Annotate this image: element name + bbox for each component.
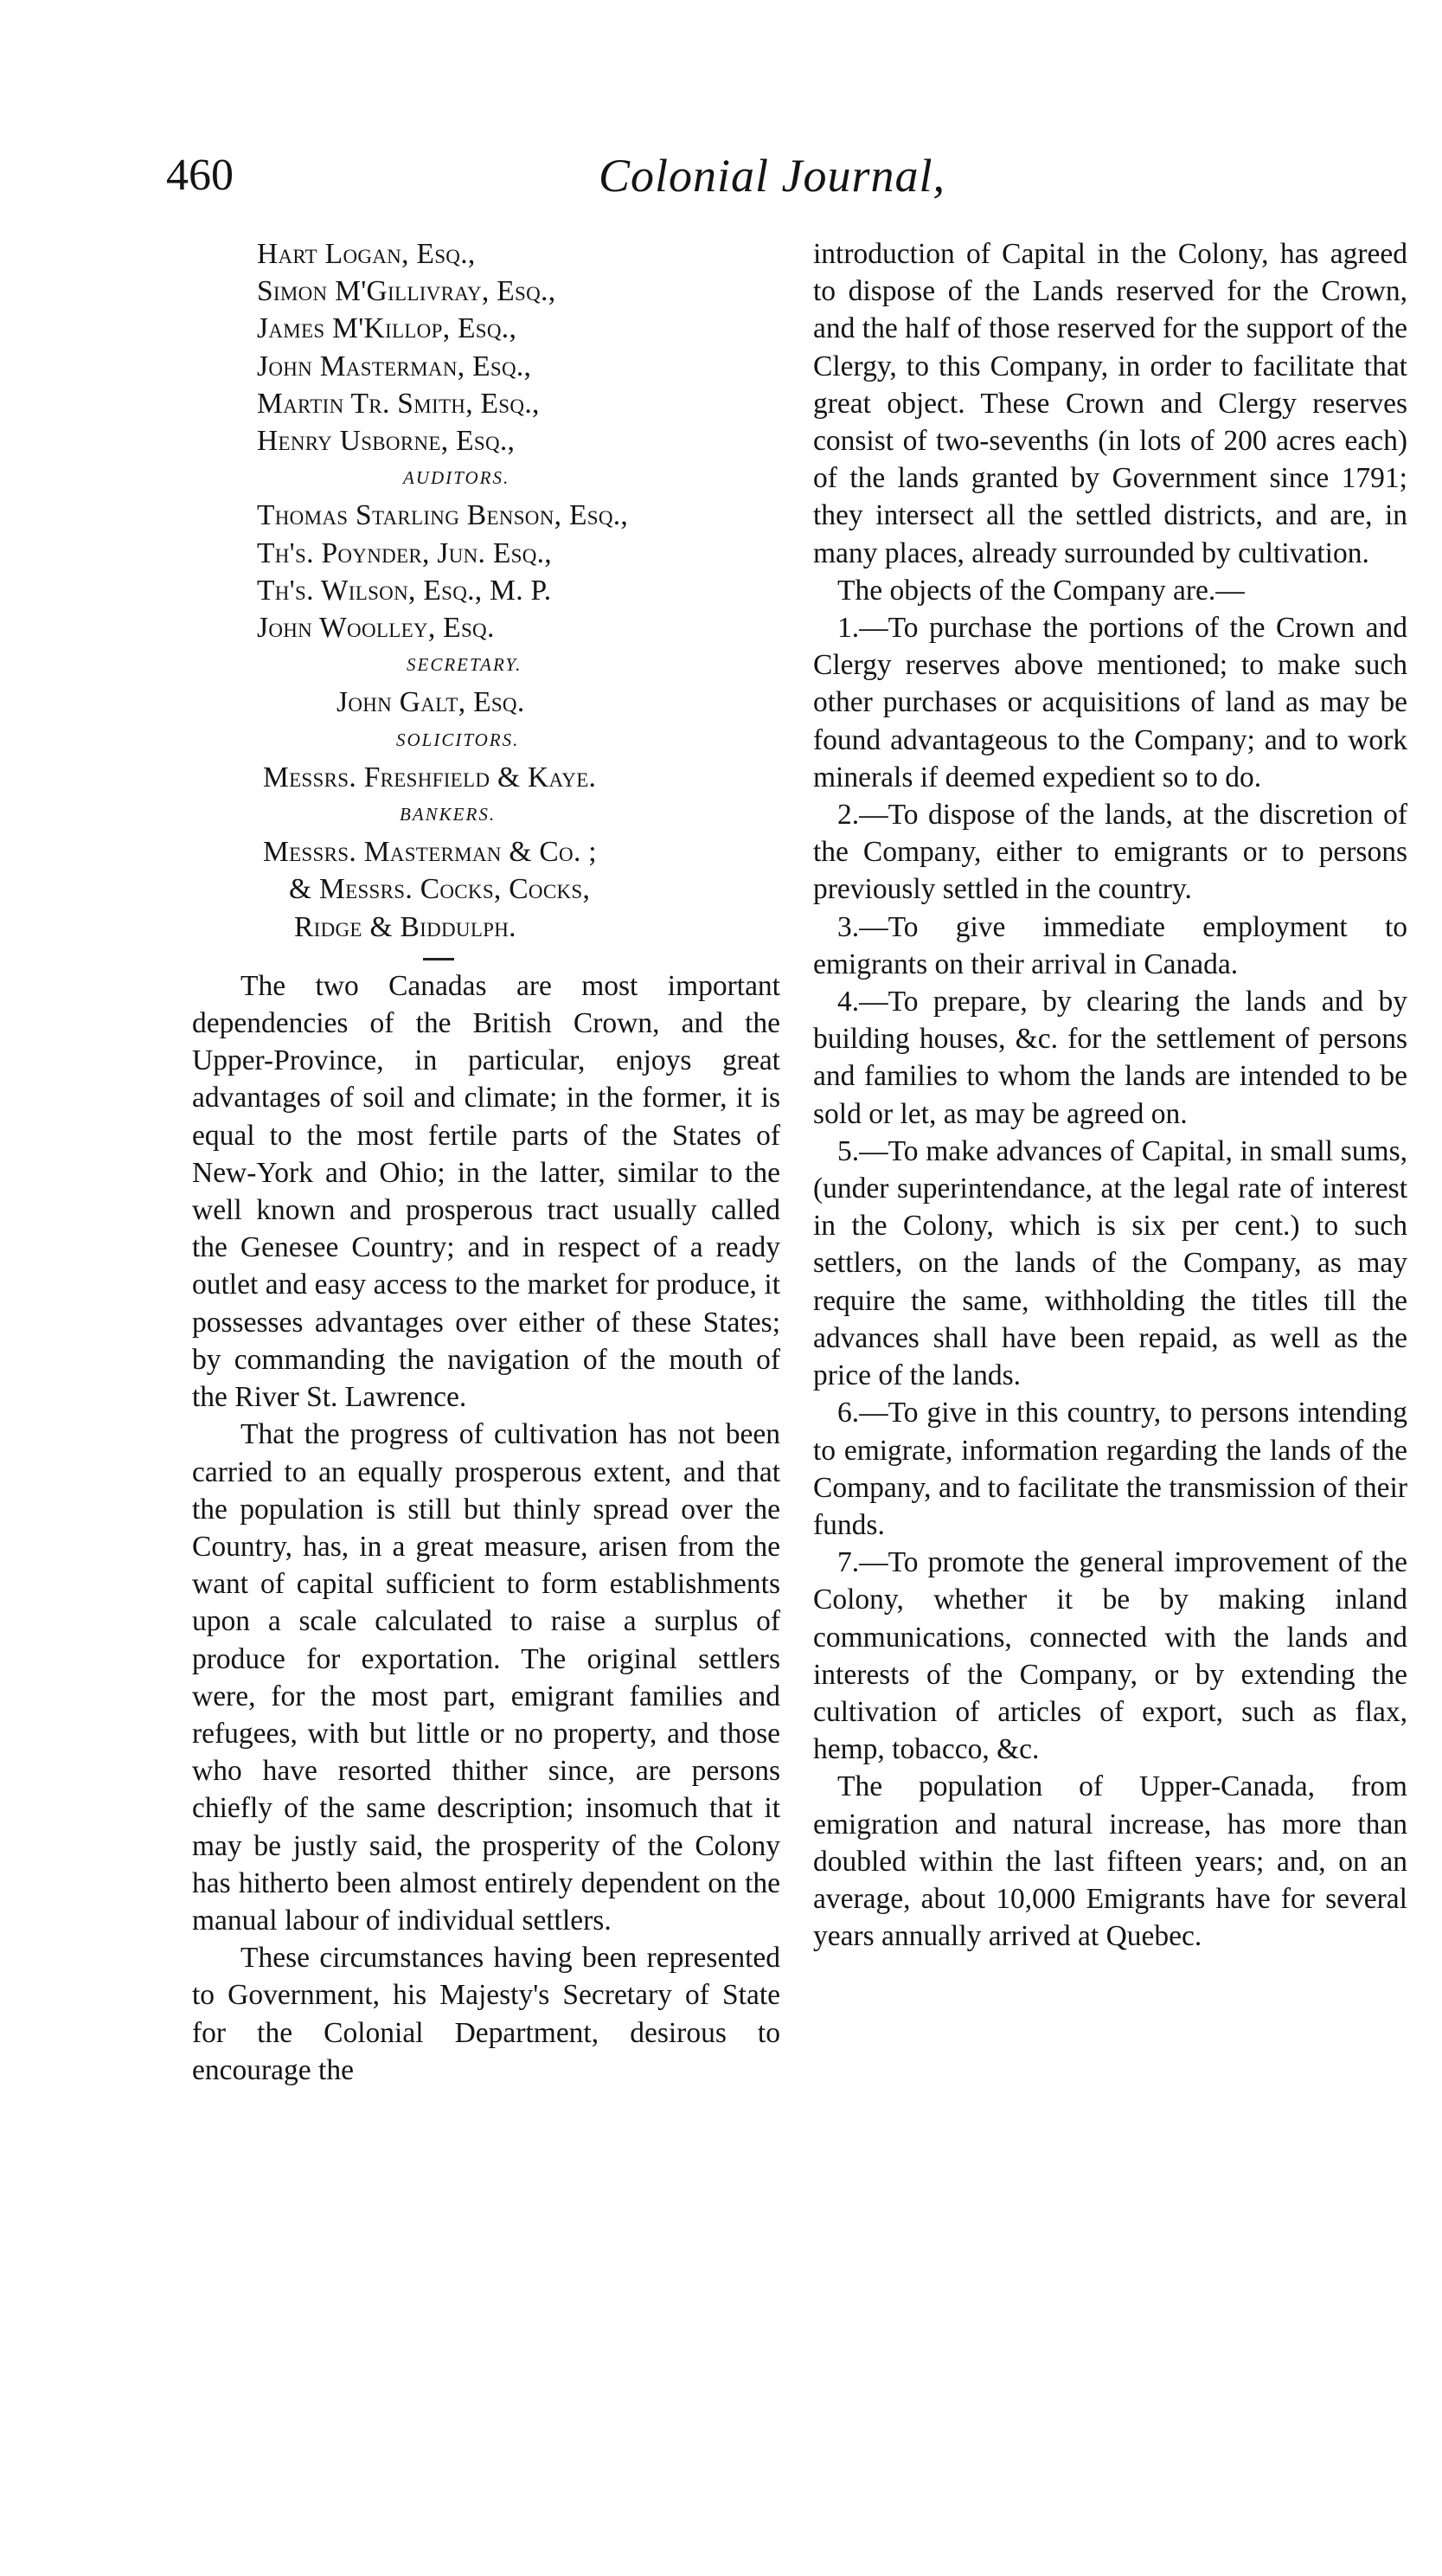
object-item: 4.—To prepare, by clearing the lands and by building houses, &c. for the settlement of persons and families to whom the lands are intended to be sold or let, as may be agreed on. xyxy=(813,986,1407,1130)
object-item: 5.—To make advances of Capital, in small sums, (under superintendance, at the legal rate of interest in the Colony, which is six per cent.) to such settlers, on the lands of the Company, as may require the same, withholding the titles till the advances shall have been repaid, as well as the price of the lands. xyxy=(813,1134,1407,1392)
object-item: 2.—To dispose of the lands, at the discretion of the Company, either to emigrants or to persons previously settled in the country. xyxy=(813,799,1407,906)
page-header xyxy=(166,145,1403,206)
auditor-name: Thomas Starling Benson, Esq., xyxy=(257,499,629,532)
bankers-line: Messrs. Masterman & Co. ; xyxy=(263,836,597,869)
page-number: 460 xyxy=(166,151,234,200)
body-paragraph: The two Canadas are most important dependencies of the British Crown, and the Upper-Province, in particular, enjoys great advantages of soil and climate; in the former, it is equal to the most fertile parts of the States of New-York and Ohio; in the latter, similar to the well known and prosperous tract usually called the Genesee Country; and in respect of a ready outlet and easy access to the market for produce, it possesses advantages over either of these States; by commanding the navigation of the mouth of the River St. Lawrence. xyxy=(192,969,780,1414)
body-paragraph: The population of Upper-Canada, from emigration and natural increase, has more than doubled within the last fifteen years; and, on an average, about 10,000 Emigrants have for several years annually arrived at Quebec. xyxy=(813,1770,1407,1953)
bankers-line: & Messrs. Cocks, Cocks, xyxy=(289,873,591,906)
auditors-heading: AUDITORS. xyxy=(403,467,510,489)
bankers-heading: BANKERS. xyxy=(400,804,497,825)
object-item: 1.—To purchase the portions of the Crown and Clergy reserves above mentioned; to make such other purchases or acquisitions of land as may be found advantageous to the Company; and to work minerals if deemed expedient so to do. xyxy=(813,612,1407,793)
director-name: Martin Tr. Smith, Esq., xyxy=(257,387,540,420)
solicitors-heading: SOLICITORS. xyxy=(396,729,520,750)
objects-intro: The objects of the Company are.— xyxy=(837,574,1245,607)
auditor-name: Th's. Wilson, Esq., M. P. xyxy=(257,574,552,607)
solicitors-name: Messrs. Freshfield & Kaye. xyxy=(263,761,597,793)
secretary-name: John Galt, Esq. xyxy=(336,686,525,719)
body-paragraph: introduction of Capital in the Colony, has agreed to dispose of the Lands reserved for the Crown, and the half of those reserved for the support of the Clergy, to this Company, in order to facilitate that great object. These Crown and Clergy reserves consist of two-sevenths (in lots of 200 acres each) of the lands granted by Government since 1791; they intersect all the settled districts, and are, in many places, already surrounded by cultivation. xyxy=(813,238,1407,569)
body-paragraph: These circumstances having been represented to Government, his Majesty's Secretary of State for the Colonial Department, desirous to encourage the xyxy=(192,1942,780,2086)
object-item: 6.—To give in this country, to persons intending to emigrate, information regarding the lands of the Company, and to facilitate the transmission of their funds. xyxy=(813,1397,1407,1541)
secretary-heading: SECRETARY. xyxy=(407,654,522,676)
director-name: Henry Usborne, Esq., xyxy=(257,425,516,458)
auditor-name: Th's. Poynder, Jun. Esq., xyxy=(257,536,552,569)
directors-list xyxy=(192,235,780,459)
object-item: 3.—To give immediate employment to emigrants on their arrival in Canada. xyxy=(813,910,1407,980)
director-name: Simon M'Gillivray, Esq., xyxy=(257,275,556,308)
director-name: James M'Killop, Esq., xyxy=(257,312,517,345)
auditor-name: John Woolley, Esq. xyxy=(257,612,495,645)
right-column xyxy=(813,235,1407,1955)
section-divider xyxy=(423,958,454,960)
running-title: Colonial Journal, xyxy=(599,150,946,202)
object-item: 7.—To promote the general improvement of the Colony, whether it be by making inland communications, connected with the lands and interests of the Company, or by extending the cultivation of articles of export, such as flax, hemp, tobacco, &c. xyxy=(813,1546,1407,1766)
director-name: Hart Logan, Esq., xyxy=(257,238,476,270)
body-paragraph: That the progress of cultivation has not been carried to an equally prosperous extent, and that the population is still but thinly spread over the Country, has, in a great measure, arisen from the want of capital sufficient to form establishments upon a scale calculated to raise a surplus of produce for exportation. The original settlers were, for the most part, emigrant families and refugees, with but little or no property, and those who have resorted thither since, are persons chiefly of the same description; insomuch that it may be justly said, the prosperity of the Colony has hitherto been almost entirely dependent on the manual labour of individual settlers. xyxy=(192,1418,780,1937)
left-column xyxy=(192,235,780,2089)
auditors-list xyxy=(192,497,780,646)
director-name: John Masterman, Esq., xyxy=(257,350,532,382)
bankers-line: Ridge & Biddulph. xyxy=(294,910,516,943)
